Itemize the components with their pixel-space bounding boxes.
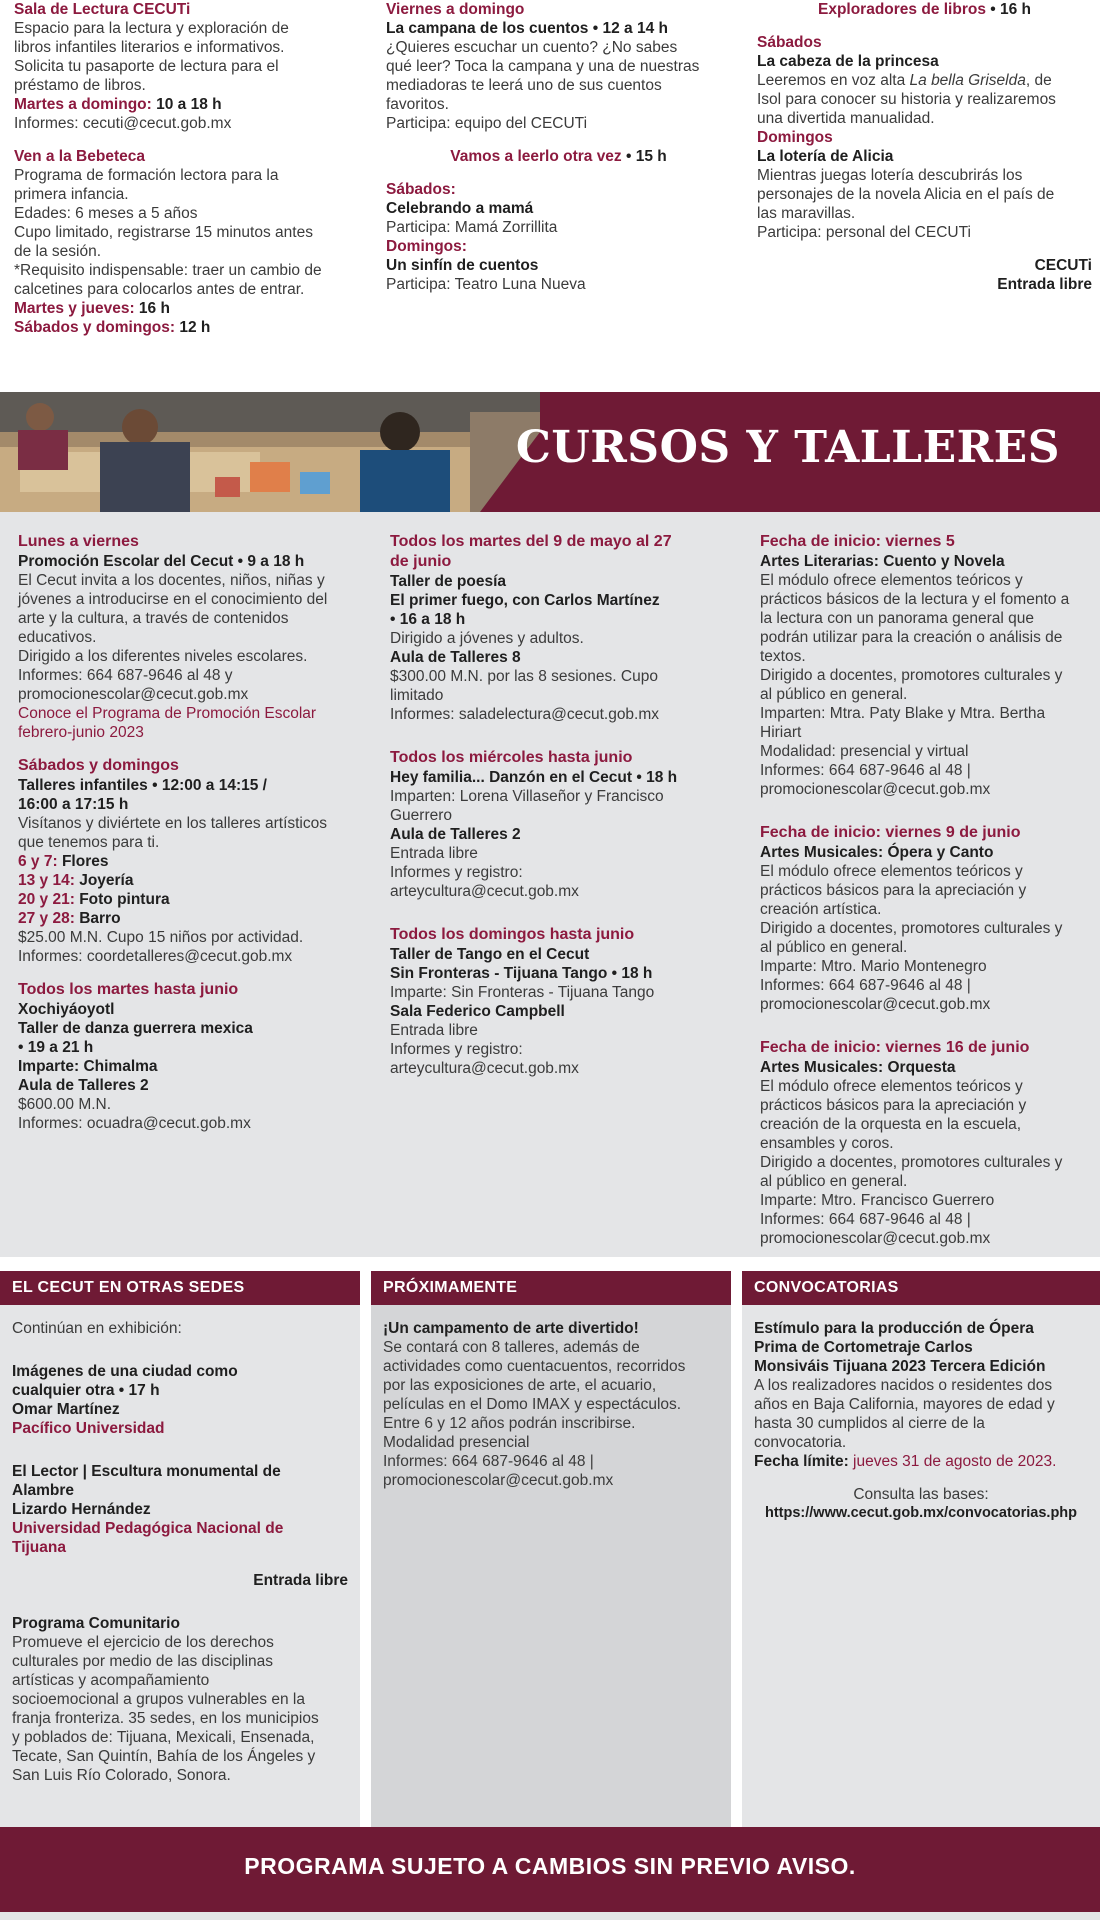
domingos-label: Domingos bbox=[757, 129, 833, 146]
course-info: promocionescolar@cecut.gob.mx bbox=[760, 996, 991, 1013]
sabados-title: La cabeza de la princesa bbox=[757, 53, 939, 70]
course-desc-line: $300.00 M.N. por las 8 sesiones. Cupo bbox=[390, 668, 658, 685]
book-title: La bella Griselda bbox=[909, 72, 1026, 89]
course-desc-line: Imparte: Mtro. Mario Montenegro bbox=[760, 958, 987, 975]
date-label: 6 y 7: bbox=[18, 853, 58, 870]
leer-time: • 15 h bbox=[621, 148, 667, 165]
proximamente-panel bbox=[371, 1271, 731, 1827]
call-deadline bbox=[754, 1452, 1088, 1471]
camp-desc-line: Entre 6 y 12 años podrán inscribirse. bbox=[383, 1415, 636, 1432]
course-title: Artes Musicales: Orquesta bbox=[760, 1059, 956, 1076]
call-desc-line: hasta 30 cumplidos al cierre de la bbox=[754, 1415, 985, 1432]
exhibit-title: cualquier otra bbox=[12, 1382, 115, 1399]
promo-program-link[interactable]: febrero-junio 2023 bbox=[18, 724, 144, 741]
course-info: Informes: 664 687-9646 al 48 | bbox=[760, 1211, 971, 1228]
course-desc-line: Informes: 664 687-9646 al 48 y bbox=[18, 667, 233, 684]
course-desc-line: El módulo ofrece elementos teóricos y bbox=[760, 863, 1023, 880]
course-title: Talleres infantiles bbox=[18, 777, 148, 794]
course-time: • 9 a 18 h bbox=[233, 553, 305, 570]
course-instructor: Imparte: Mtro. Francisco Guerrero bbox=[760, 1192, 995, 1209]
sala-schedule bbox=[14, 95, 359, 114]
course-instructor: Imparte: Chimalma bbox=[18, 1058, 158, 1075]
exhibit-title: Imágenes de una ciudad como bbox=[12, 1363, 238, 1380]
campana-title: La campana de los cuentos bbox=[386, 20, 589, 37]
camp-info: promocionescolar@cecut.gob.mx bbox=[383, 1472, 614, 1489]
reading-programs-section bbox=[0, 0, 1100, 392]
course-info: Informes: saladelectura@cecut.gob.mx bbox=[390, 706, 660, 723]
course-time: • 18 h bbox=[632, 769, 678, 786]
course-heading bbox=[390, 964, 720, 983]
bebeteca-desc-line: primera infancia. bbox=[14, 186, 129, 203]
camp-desc-line: Modalidad presencial bbox=[383, 1434, 530, 1451]
course-title: Xochiyáoyotl bbox=[18, 1001, 115, 1018]
course-when: Sábados y domingos bbox=[18, 757, 179, 774]
program-desc-line: socioemocional a grupos vulnerables en la bbox=[12, 1691, 305, 1708]
course-entry: Entrada libre bbox=[390, 1022, 478, 1039]
sabados-title: Celebrando a mamá bbox=[386, 200, 534, 217]
exploradores-time: • 16 h bbox=[985, 1, 1032, 18]
courses-column-2 bbox=[390, 532, 720, 1078]
call-title: Monsiváis Tijuana 2023 Tercera Edición bbox=[754, 1358, 1046, 1375]
sabados-participant: Participa: Mamá Zorrillita bbox=[386, 219, 558, 236]
program-desc-line: Promueve el ejercicio de los derechos bbox=[12, 1634, 274, 1651]
camp-desc-line: por las exposiciones de arte, el acuario, bbox=[383, 1377, 657, 1394]
course-room: Sala Federico Campbell bbox=[390, 1003, 565, 1020]
courses-column-1 bbox=[18, 532, 363, 1133]
course-desc-line: arte y la cultura, a través de contenidos bbox=[18, 610, 289, 627]
domingos-participant: Participa: personal del CECUTi bbox=[757, 224, 971, 241]
course-info: promocionescolar@cecut.gob.mx bbox=[760, 781, 991, 798]
domingos-desc-line: las maravillas. bbox=[757, 205, 856, 222]
domingos-participant: Participa: Teatro Luna Nueva bbox=[386, 276, 586, 293]
course-desc-line: Modalidad: presencial y virtual bbox=[760, 743, 969, 760]
course-desc-line: Imparten: Lorena Villaseñor y Francisco bbox=[390, 788, 664, 805]
exhibit-heading bbox=[12, 1381, 348, 1400]
footer-strip bbox=[0, 1912, 1100, 1920]
text: , de bbox=[1025, 72, 1052, 89]
workshop-name: Foto pintura bbox=[74, 891, 170, 908]
course-desc-line: Guerrero bbox=[390, 807, 453, 824]
bebeteca-schedule-2 bbox=[14, 318, 359, 337]
course-when: Todos los domingos hasta junio bbox=[390, 926, 635, 943]
course-title: Taller de poesía bbox=[390, 573, 507, 590]
leer-heading bbox=[386, 147, 731, 166]
course-desc-line: limitado bbox=[390, 687, 444, 704]
exploradores-title: Exploradores de libros bbox=[817, 1, 986, 18]
course-entry: Entrada libre bbox=[390, 845, 478, 862]
course-info: Informes: coordetalleres@cecut.gob.mx bbox=[18, 948, 293, 965]
deadline-value: jueves 31 de agosto de 2023. bbox=[848, 1453, 1057, 1470]
course-desc-line: Dirigido a docentes, promotores culturales y bbox=[760, 667, 1063, 684]
course-desc-line: que tenemos para ti. bbox=[18, 834, 160, 851]
course-desc-line: al público en general. bbox=[760, 1173, 908, 1190]
course-info: promocionescolar@cecut.gob.mx bbox=[760, 1230, 991, 1247]
campana-time: • 12 a 14 h bbox=[588, 20, 668, 37]
workshop-date bbox=[18, 852, 363, 871]
program-desc-line: Tecate, San Quintín, Bahía de los Ángeles y bbox=[12, 1748, 316, 1765]
course-title: Artes Literarias: Cuento y Novela bbox=[760, 553, 1005, 570]
camp-desc-line: actividades como cuentacuentos, recorridos bbox=[383, 1358, 686, 1375]
workshop-name: Barro bbox=[74, 910, 121, 927]
course-title: Taller de danza guerrera mexica bbox=[18, 1020, 253, 1037]
course-desc-line: El módulo ofrece elementos teóricos y bbox=[760, 572, 1023, 589]
course-desc-line: al público en general. bbox=[760, 686, 908, 703]
call-desc-line: A los realizadores nacidos o residentes dos bbox=[754, 1377, 1053, 1394]
course-title: Taller de Tango en el Cecut bbox=[390, 946, 590, 963]
promo-program-link[interactable]: Conoce el Programa de Promoción Escolar bbox=[18, 705, 317, 722]
entry-label: Entrada libre bbox=[253, 1572, 348, 1589]
course-when: Fecha de inicio: viernes 16 de junio bbox=[760, 1039, 1030, 1056]
course-desc-line: promocionescolar@cecut.gob.mx bbox=[18, 686, 249, 703]
bebeteca-desc-line: Cupo limitado, registrarse 15 minutos antes bbox=[14, 224, 313, 241]
domingos-desc-line: Mientras juegas lotería descubrirás los bbox=[757, 167, 1023, 184]
workshop-date bbox=[18, 909, 363, 928]
footer-banner bbox=[0, 1827, 1100, 1920]
workshop-photo-illustration bbox=[0, 392, 540, 512]
course-desc-line: prácticos básicos de la lectura y el fomento a bbox=[760, 591, 1070, 608]
course-info: arteycultura@cecut.gob.mx bbox=[390, 883, 579, 900]
course-time: • 18 h bbox=[607, 965, 653, 982]
venue-label: CECUTi bbox=[1034, 257, 1092, 274]
exhibit-time: • 17 h bbox=[114, 1382, 160, 1399]
course-when: Fecha de inicio: viernes 5 bbox=[760, 533, 955, 550]
course-desc-line: prácticos básicos para la apreciación y bbox=[760, 1097, 1027, 1114]
course-title: El primer fuego, con Carlos Martínez bbox=[390, 592, 660, 609]
workshop-date bbox=[18, 871, 363, 890]
course-title: Promoción Escolar del Cecut bbox=[18, 553, 234, 570]
course-desc-line: jóvenes a introducirse en el conocimiento del bbox=[18, 591, 328, 608]
course-instructor: Imparte: Sin Fronteras - Tijuana Tango bbox=[390, 984, 655, 1001]
exhibit-venue: Tijuana bbox=[12, 1539, 66, 1556]
course-info: Informes: 664 687-9646 al 48 | bbox=[760, 762, 971, 779]
campana-heading bbox=[386, 19, 731, 38]
bebeteca-title: Ven a la Bebeteca bbox=[14, 148, 145, 165]
course-when: Todos los martes hasta junio bbox=[18, 981, 239, 998]
sedes-panel bbox=[0, 1271, 360, 1827]
sala-desc-line: Espacio para la lectura y exploración de bbox=[14, 20, 289, 37]
entry-label: Entrada libre bbox=[997, 276, 1092, 293]
date-label: 13 y 14: bbox=[18, 872, 75, 889]
campana-desc-line: mediadoras te leerá uno de sus cuentos bbox=[386, 77, 662, 94]
sala-desc-line: libros infantiles literarios e informativos. bbox=[14, 39, 285, 56]
course-when: Fecha de inicio: viernes 9 de junio bbox=[760, 824, 1021, 841]
course-desc-line: la lectura con un panorama general que bbox=[760, 610, 1035, 627]
sala-desc-line: Solicita tu pasaporte de lectura para el bbox=[14, 58, 279, 75]
campana-participant: Participa: equipo del CECUTi bbox=[386, 115, 588, 132]
camp-info: Informes: 664 687-9646 al 48 | bbox=[383, 1453, 594, 1470]
sabados-label: Sábados bbox=[757, 34, 822, 51]
date-label: 20 y 21: bbox=[18, 891, 75, 908]
footer-notice: PROGRAMA SUJETO A CAMBIOS SIN PREVIO AVISO. bbox=[244, 1853, 856, 1879]
sedes-intro: Continúan en exhibición: bbox=[12, 1320, 182, 1337]
deadline-label: Fecha límite: bbox=[754, 1453, 849, 1470]
courses-banner bbox=[0, 392, 1100, 512]
course-title: Sin Fronteras - Tijuana Tango bbox=[390, 965, 608, 982]
course-heading bbox=[390, 768, 720, 787]
domingos-desc-line: personajes de la novela Alicia en el país de bbox=[757, 186, 1055, 203]
course-desc-line: creación artística. bbox=[760, 901, 882, 918]
course-info: Informes: ocuadra@cecut.gob.mx bbox=[18, 1115, 251, 1132]
campana-desc-line: ¿Quieres escuchar un cuento? ¿No sabes bbox=[386, 39, 678, 56]
bases-link[interactable]: https://www.cecut.gob.mx/convocatorias.php bbox=[764, 1505, 1078, 1521]
camp-desc-line: Se contará con 8 talleres, además de bbox=[383, 1339, 640, 1356]
course-when: Lunes a viernes bbox=[18, 533, 139, 550]
program-desc-line: culturales por medio de las disciplinas bbox=[12, 1653, 274, 1670]
courses-column-3 bbox=[760, 532, 1095, 1248]
course-heading bbox=[18, 776, 363, 795]
exhibit-venue: Universidad Pedagógica Nacional de bbox=[12, 1520, 284, 1537]
campana-desc-line: favoritos. bbox=[386, 96, 449, 113]
bebeteca-desc-line: Programa de formación lectora para la bbox=[14, 167, 279, 184]
course-info: arteycultura@cecut.gob.mx bbox=[390, 1060, 579, 1077]
text: Leeremos en voz alta bbox=[757, 72, 910, 89]
course-desc-line: Visítanos y diviértete en los talleres artísticos bbox=[18, 815, 327, 832]
sala-info: Informes: cecuti@cecut.gob.mx bbox=[14, 115, 232, 132]
date-label: 27 y 28: bbox=[18, 910, 75, 927]
call-title: Estímulo para la producción de Ópera bbox=[754, 1320, 1034, 1337]
camp-title: ¡Un campamento de arte divertido! bbox=[383, 1320, 639, 1337]
workshop-date bbox=[18, 890, 363, 909]
bases-label: Consulta las bases: bbox=[853, 1486, 989, 1503]
course-desc-line: al público en general. bbox=[760, 939, 908, 956]
course-desc-line: educativos. bbox=[18, 629, 97, 646]
sedes-header: EL CECUT EN OTRAS SEDES bbox=[0, 1271, 360, 1305]
sabados-desc-line: una divertida manualidad. bbox=[757, 110, 935, 127]
course-desc-line: El módulo ofrece elementos teóricos y bbox=[760, 1078, 1023, 1095]
bebeteca-desc-line: de la sesión. bbox=[14, 243, 102, 260]
course-info: Informes: 664 687-9646 al 48 | bbox=[760, 977, 971, 994]
course-desc-line: creación de la orquesta en la escuela, bbox=[760, 1116, 1022, 1133]
bottom-panels bbox=[0, 1257, 1100, 1827]
workshop-name: Joyería bbox=[74, 872, 134, 889]
proximamente-header: PRÓXIMAMENTE bbox=[371, 1271, 731, 1305]
viernes-title: Viernes a domingo bbox=[386, 1, 525, 18]
convocatorias-panel bbox=[742, 1271, 1100, 1827]
convocatorias-header: CONVOCATORIAS bbox=[742, 1271, 1100, 1305]
domingos-label: Domingos: bbox=[386, 238, 467, 255]
call-desc-line: convocatoria. bbox=[754, 1434, 847, 1451]
bebeteca-desc-line: Edades: 6 meses a 5 años bbox=[14, 205, 198, 222]
course-when: de junio bbox=[390, 553, 452, 570]
reading-column-2 bbox=[386, 0, 731, 294]
campana-desc-line: qué leer? Toca la campana y una de nuestras bbox=[386, 58, 700, 75]
sabados-label: Sábados: bbox=[386, 181, 456, 198]
course-desc-line: Dirigido a docentes, promotores culturales y bbox=[760, 1154, 1063, 1171]
reading-column-1 bbox=[14, 0, 359, 337]
course-desc-line: textos. bbox=[760, 648, 806, 665]
course-room: Aula de Talleres 8 bbox=[390, 649, 521, 666]
program-desc-line: artísticas y acompañamiento bbox=[12, 1672, 210, 1689]
course-price: $600.00 M.N. bbox=[18, 1096, 112, 1113]
course-time: • 12:00 a 14:15 / bbox=[147, 777, 267, 794]
course-desc-line: Hiriart bbox=[760, 724, 802, 741]
schedule-value: 12 h bbox=[175, 319, 211, 336]
course-title: Hey familia... Danzón en el Cecut bbox=[390, 769, 633, 786]
bebeteca-schedule-1 bbox=[14, 299, 359, 318]
domingos-title: La lotería de Alicia bbox=[757, 148, 894, 165]
exhibit-author: Lizardo Hernández bbox=[12, 1501, 151, 1518]
course-time: • 19 a 21 h bbox=[18, 1039, 94, 1056]
workshop-photo bbox=[0, 392, 540, 512]
course-when: Todos los miércoles hasta junio bbox=[390, 749, 633, 766]
sala-schedule-label: Martes a domingo: bbox=[14, 96, 152, 113]
bebeteca-desc-line: *Requisito indispensable: traer un cambio de bbox=[14, 262, 322, 279]
bebeteca-desc-line: calcetines para colocarlos antes de entrar. bbox=[14, 281, 305, 298]
leer-title: Vamos a leerlo otra vez bbox=[450, 148, 622, 165]
schedule-label: Martes y jueves: bbox=[14, 300, 135, 317]
course-room: Aula de Talleres 2 bbox=[18, 1077, 149, 1094]
course-when: Todos los martes del 9 de mayo al 27 bbox=[390, 533, 672, 550]
courses-section bbox=[0, 512, 1100, 1257]
exhibit-title: Alambre bbox=[12, 1482, 75, 1499]
workshop-name: Flores bbox=[57, 853, 109, 870]
course-desc-line: Dirigido a docentes, promotores culturales y bbox=[760, 920, 1063, 937]
call-desc-line: años en Baja California, mayores de edad y bbox=[754, 1396, 1055, 1413]
course-time: • 16 a 18 h bbox=[390, 611, 466, 628]
course-desc-line: Dirigido a jóvenes y adultos. bbox=[390, 630, 584, 647]
call-title: Prima de Cortometraje Carlos bbox=[754, 1339, 973, 1356]
schedule-value: 16 h bbox=[134, 300, 170, 317]
program-desc-line: franja fronteriza. 35 sedes, en los municipios bbox=[12, 1710, 319, 1727]
exhibit-author: Omar Martínez bbox=[12, 1401, 120, 1418]
camp-desc-line: películas en el Domo IMAX y espectáculos. bbox=[383, 1396, 682, 1413]
course-info: Informes y registro: bbox=[390, 864, 523, 881]
course-desc-line: prácticos básicos para la apreciación y bbox=[760, 882, 1027, 899]
course-desc-line: Dirigido a los diferentes niveles escolares. bbox=[18, 648, 308, 665]
program-desc-line: San Luis Río Colorado, Sonora. bbox=[12, 1767, 231, 1784]
course-info: Informes y registro: bbox=[390, 1041, 523, 1058]
exhibit-venue: Pacífico Universidad bbox=[12, 1420, 165, 1437]
sabados-desc-line: Isol para conocer su historia y realizaremos bbox=[757, 91, 1056, 108]
course-desc-line: podrán utilizar para la creación o análisis de bbox=[760, 629, 1063, 646]
program-title: Programa Comunitario bbox=[12, 1615, 180, 1632]
sala-title: Sala de Lectura CECUTi bbox=[14, 1, 191, 18]
exhibit-title: El Lector | Escultura monumental de bbox=[12, 1463, 281, 1480]
program-desc-line: y poblados de: Tijuana, Mexicali, Ensenada, bbox=[12, 1729, 315, 1746]
sabados-desc-line bbox=[757, 71, 1092, 90]
courses-title: CURSOS Y TALLERES bbox=[515, 422, 1060, 473]
reading-column-3 bbox=[757, 0, 1092, 294]
exploradores-heading bbox=[757, 0, 1092, 19]
domingos-title: Un sinfín de cuentos bbox=[386, 257, 539, 274]
course-title: Artes Musicales: Ópera y Canto bbox=[760, 844, 994, 861]
course-time: 16:00 a 17:15 h bbox=[18, 796, 129, 813]
sala-desc-line: préstamo de libros. bbox=[14, 77, 146, 94]
sala-schedule-value: 10 a 18 h bbox=[151, 96, 222, 113]
course-desc-line: Imparten: Mtra. Paty Blake y Mtra. Bertha bbox=[760, 705, 1046, 722]
course-desc-line: El Cecut invita a los docentes, niños, niñas y bbox=[18, 572, 325, 589]
course-heading bbox=[18, 552, 363, 571]
schedule-label: Sábados y domingos: bbox=[14, 319, 176, 336]
course-desc-line: ensambles y coros. bbox=[760, 1135, 894, 1152]
course-room: Aula de Talleres 2 bbox=[390, 826, 521, 843]
course-price: $25.00 M.N. Cupo 15 niños por actividad. bbox=[18, 929, 304, 946]
